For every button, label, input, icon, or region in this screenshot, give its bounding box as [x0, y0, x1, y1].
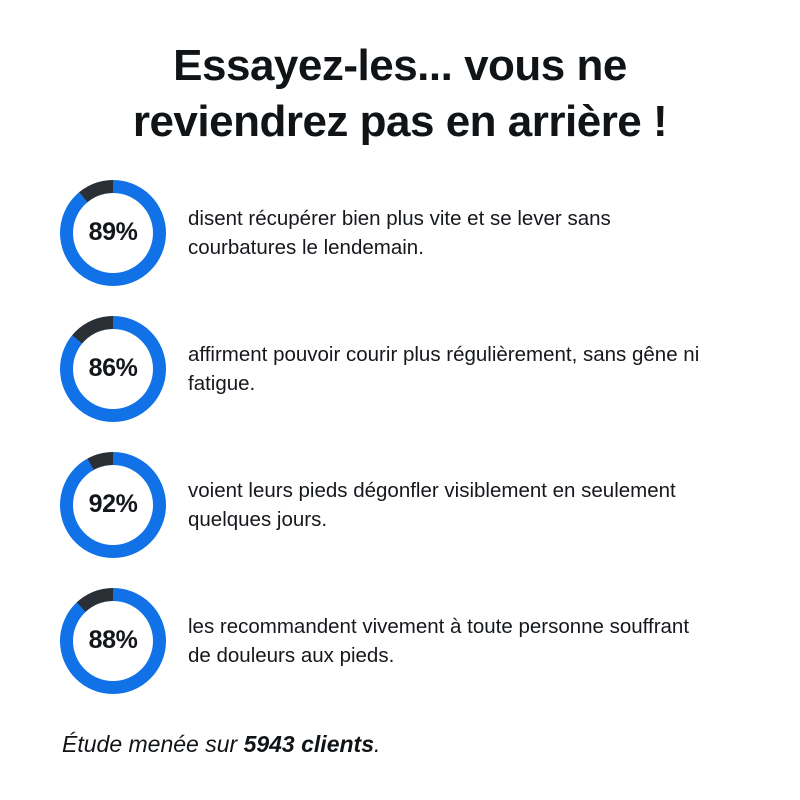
stat-row	[60, 177, 742, 289]
progress-ring-4	[60, 588, 166, 694]
stat-row	[60, 585, 742, 697]
stat-description: affirment pouvoir courir plus régulièrement, sans gêne ni fatigue.	[188, 342, 700, 395]
stat-row	[60, 449, 742, 561]
progress-ring-value: 88%	[88, 626, 138, 655]
progress-ring-value: 89%	[88, 218, 138, 247]
stat-description: disent récupérer bien plus vite et se lever sans courbatures le lendemain.	[188, 206, 611, 259]
stat-description: les recommandent vivement à toute personne souffrant de douleurs aux pieds.	[188, 614, 690, 667]
stats-list	[0, 177, 800, 697]
stat-description: voient leurs pieds dégonfler visiblement en seulement quelques jours.	[188, 478, 676, 531]
progress-ring-center	[73, 601, 153, 681]
progress-ring-value: 92%	[88, 490, 138, 519]
progress-ring-center	[73, 465, 153, 545]
footnote-suffix: .	[373, 731, 381, 757]
progress-ring-2	[60, 316, 166, 422]
progress-ring-center	[73, 329, 153, 409]
study-footnote	[62, 731, 380, 758]
progress-ring-1	[60, 180, 166, 286]
progress-ring-center	[73, 193, 153, 273]
progress-ring-value: 86%	[88, 354, 138, 383]
footnote-highlight: 5943 clients	[243, 731, 374, 757]
progress-ring-3	[60, 452, 166, 558]
footnote-prefix: Étude menée sur	[62, 731, 244, 757]
page-title: Essayez-les... vous ne reviendrez pas en arrière !	[132, 41, 668, 147]
stat-row	[60, 313, 742, 425]
